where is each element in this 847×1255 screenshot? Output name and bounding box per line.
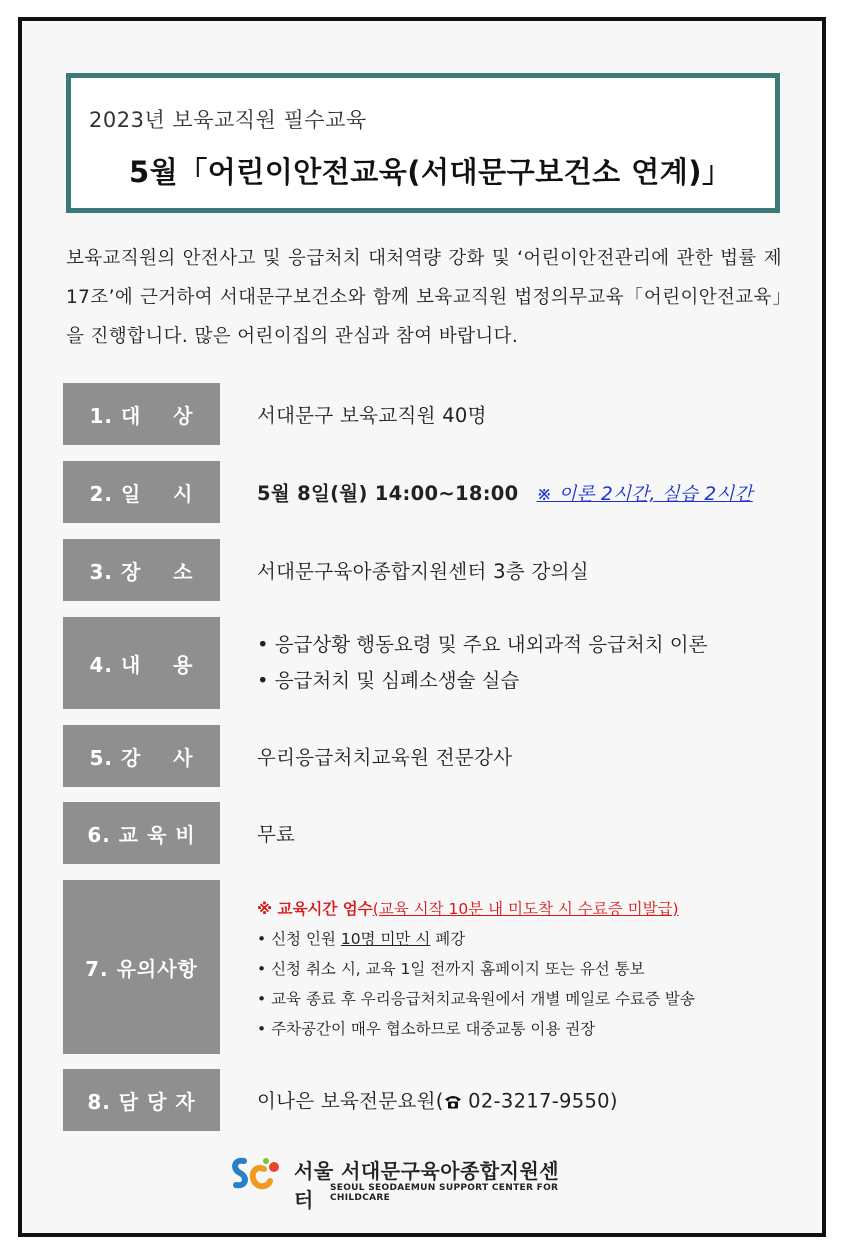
- value-location: 서대문구육아종합지원센터 3층 강의실: [257, 560, 589, 583]
- row-notes: [63, 880, 793, 1054]
- content-bullet-1: • 응급상황 행동요령 및 주요 내외과적 응급처치 이론: [257, 633, 708, 656]
- value-fee: 무료: [257, 823, 296, 846]
- warning-prefix: ※ 교육시간 엄수: [257, 900, 373, 918]
- row-instructor: [63, 725, 793, 787]
- note-line-1: [257, 924, 695, 954]
- value-datetime: [257, 478, 753, 506]
- label-fee: 6. 교 육 비: [63, 802, 220, 864]
- row-fee: [63, 802, 793, 864]
- row-location: [63, 539, 793, 601]
- label-datetime: 2. 일 시: [63, 461, 220, 523]
- datetime-note-link[interactable]: ※ 이론 2시간, 실습 2시간: [536, 484, 753, 505]
- content-bullet-2: • 응급처치 및 심폐소생술 실습: [257, 669, 520, 692]
- note-line-1-underlined: 10명 미만 시: [340, 930, 431, 948]
- label-instructor: 5. 강 사: [63, 725, 220, 787]
- title-subtitle: 2023년 보육교직원 필수교육: [89, 108, 367, 132]
- note-line-2: • 신청 취소 시, 교육 1일 전까지 홈페이지 또는 유선 통보: [257, 960, 645, 978]
- row-datetime: [63, 461, 793, 523]
- footer-org-english: SEOUL SEODAEMUN SUPPORT CENTER FOR CHILDCARE: [330, 1183, 559, 1203]
- label-target: 1. 대 상: [63, 383, 220, 445]
- center-logo-icon: [230, 1155, 284, 1193]
- contact-phone: 02-3217-9550): [461, 1089, 618, 1113]
- title-box: [66, 73, 780, 213]
- datetime-text: 5월 8일(월) 14:00~18:00: [257, 482, 519, 505]
- row-contact: [63, 1069, 793, 1131]
- value-target: 서대문구 보육교직원 40명: [257, 404, 487, 427]
- contact-name: 이나은 보육전문요원(: [257, 1089, 444, 1113]
- content-bullets: [257, 627, 707, 699]
- value-contact: [257, 1086, 618, 1115]
- footer-logo: [230, 1153, 570, 1212]
- note-line-4: • 주차공간이 매우 협소하므로 대중교통 이용 권장: [257, 1020, 596, 1038]
- note-line-1-pre: • 신청 인원: [257, 930, 341, 948]
- label-location: 3. 장 소: [63, 539, 220, 601]
- notice-frame: [18, 17, 826, 1237]
- title-main: 5월「어린이안전교육(서대문구보건소 연계)」: [129, 155, 732, 189]
- warning-line: [257, 894, 695, 924]
- row-content: [63, 617, 793, 709]
- warning-detail: (교육 시작 10분 내 미도착 시 수료증 미발급): [372, 900, 679, 918]
- note-line-1-post: 폐강: [430, 930, 466, 948]
- label-notes: 7. 유의사항: [63, 880, 220, 1054]
- row-target: [63, 383, 793, 445]
- footer-org-name: 서울 서대문구육아종합지원센터: [294, 1159, 560, 1212]
- value-instructor: 우리응급처치교육원 전문강사: [257, 746, 513, 769]
- intro-paragraph: 보육교직원의 안전사고 및 응급처치 대처역량 강화 및 ‘어린이안전관리에 관한 법률 제17조’에 근거하여 서대문구보건소와 함께 보육교직원 법정의무교육「어린이안전교육」을 진행합니다. 많은 어린이집의 관심과 참여 바랍니다.: [66, 248, 782, 347]
- label-contact: 8. 담 당 자: [63, 1069, 220, 1131]
- phone-icon: [444, 1092, 462, 1115]
- note-line-3: • 교육 종료 후 우리응급처치교육원에서 개별 메일로 수료증 발송: [257, 990, 695, 1008]
- notes-list: [257, 894, 695, 1044]
- label-content: 4. 내 용: [63, 617, 220, 709]
